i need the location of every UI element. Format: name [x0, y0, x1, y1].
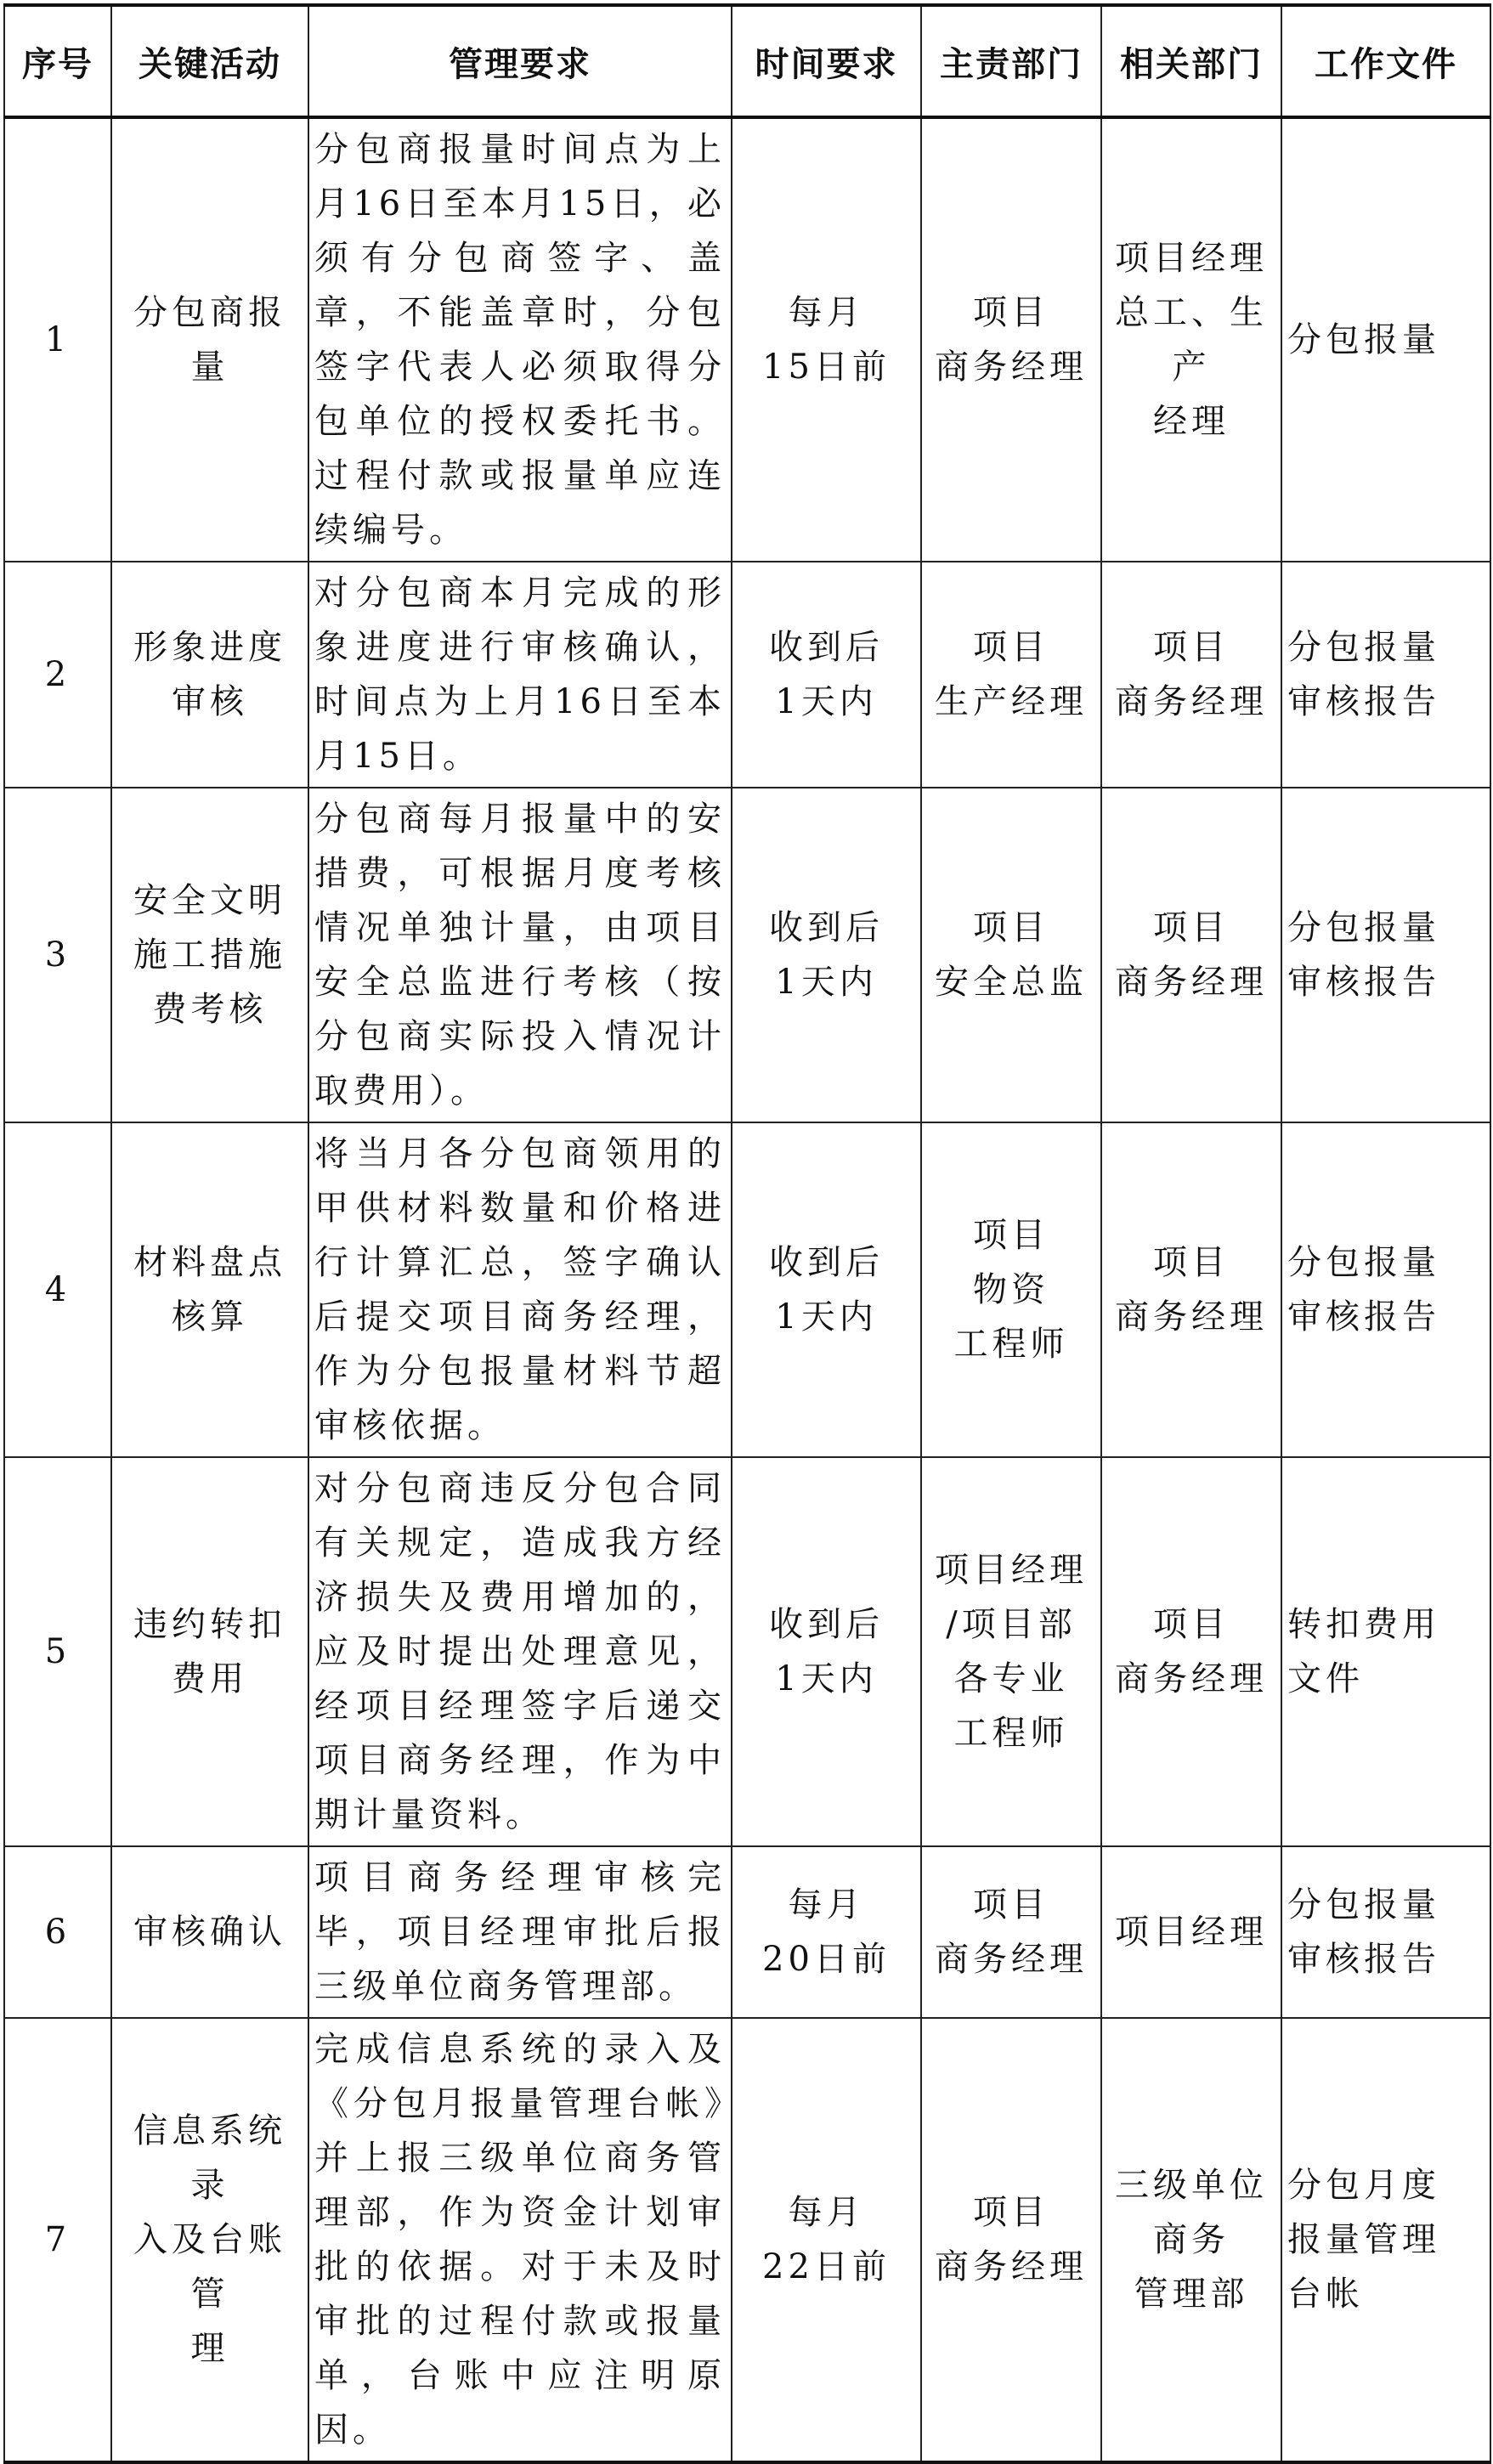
- lead-department: 项目 安全总监: [921, 788, 1101, 1122]
- related-department: 项目经理 总工、生产 经理: [1101, 117, 1281, 562]
- table-row: [4, 788, 1490, 1122]
- management-requirement: 分包商每月报量中的安措费，可根据月度考核情况单独计量，由项目安全总监进行考核（按分包商实际投入情况计取费用）。: [308, 788, 732, 1122]
- row-number: 4: [4, 1122, 111, 1457]
- table-row: [4, 117, 1490, 562]
- management-requirement: 对分包商违反分包合同有关规定，造成我方经济损失及费用增加的，应及时提出处理意见，经项目经理签字后递交项目商务经理，作为中期计量资料。: [308, 1457, 732, 1846]
- related-department: 项目经理: [1101, 1846, 1281, 2018]
- subcontract-measurement-table: [3, 3, 1491, 2464]
- row-number: 2: [4, 562, 111, 788]
- table-row: [4, 2018, 1490, 2462]
- header-cell-no: 序号: [4, 5, 111, 117]
- key-activity: 分包商报 量: [111, 117, 308, 562]
- time-requirement: 收到后 1天内: [732, 1457, 921, 1846]
- header-cell-document: 工作文件: [1281, 5, 1490, 117]
- lead-department: 项目 物资 工程师: [921, 1122, 1101, 1457]
- time-requirement: 每月 20日前: [732, 1846, 921, 2018]
- related-department: 项目 商务经理: [1101, 788, 1281, 1122]
- table-row: [4, 562, 1490, 788]
- related-department: 项目 商务经理: [1101, 1457, 1281, 1846]
- header-cell-activity: 关键活动: [111, 5, 308, 117]
- management-requirement: 完成信息系统的录入及《分包月报量管理台帐》并上报三级单位商务管理部，作为资金计划审批的依据。对于未及时审批的过程付款或报量单，台账中应注明原因。: [308, 2018, 732, 2462]
- header-row: [4, 5, 1490, 117]
- table-header: [4, 5, 1490, 117]
- key-activity: 违约转扣 费用: [111, 1457, 308, 1846]
- key-activity: 材料盘点 核算: [111, 1122, 308, 1457]
- lead-department: 项目经理 /项目部 各专业 工程师: [921, 1457, 1101, 1846]
- lead-department: 项目 商务经理: [921, 117, 1101, 562]
- work-document: 分包月度 报量管理 台帐: [1281, 2018, 1490, 2462]
- work-document: 分包报量: [1281, 117, 1490, 562]
- time-requirement: 收到后 1天内: [732, 788, 921, 1122]
- key-activity: 审核确认: [111, 1846, 308, 2018]
- lead-department: 项目 生产经理: [921, 562, 1101, 788]
- key-activity: 形象进度 审核: [111, 562, 308, 788]
- time-requirement: 收到后 1天内: [732, 1122, 921, 1457]
- work-document: 分包报量 审核报告: [1281, 788, 1490, 1122]
- work-document: 分包报量 审核报告: [1281, 562, 1490, 788]
- time-requirement: 每月 22日前: [732, 2018, 921, 2462]
- table-row: [4, 1122, 1490, 1457]
- lead-department: 项目 商务经理: [921, 2018, 1101, 2462]
- management-requirement: 分包商报量时间点为上月16日至本月15日，必须有分包商签字、盖章，不能盖章时，分包签字代表人必须取得分包单位的授权委托书。过程付款或报量单应连续编号。: [308, 117, 732, 562]
- table-row: [4, 1846, 1490, 2018]
- work-document: 分包报量 审核报告: [1281, 1846, 1490, 2018]
- header-cell-requirement: 管理要求: [308, 5, 732, 117]
- management-requirement: 项目商务经理审核完毕，项目经理审批后报三级单位商务管理部。: [308, 1846, 732, 2018]
- row-number: 3: [4, 788, 111, 1122]
- management-requirement: 对分包商本月完成的形象进度进行审核确认，时间点为上月16日至本月15日。: [308, 562, 732, 788]
- time-requirement: 收到后 1天内: [732, 562, 921, 788]
- related-department: 项目 商务经理: [1101, 562, 1281, 788]
- work-document: 转扣费用 文件: [1281, 1457, 1490, 1846]
- table-row: [4, 1457, 1490, 1846]
- row-number: 5: [4, 1457, 111, 1846]
- key-activity: 信息系统录 入及台账管 理: [111, 2018, 308, 2462]
- header-cell-lead-dept: 主责部门: [921, 5, 1101, 117]
- row-number: 6: [4, 1846, 111, 2018]
- lead-department: 项目 商务经理: [921, 1846, 1101, 2018]
- time-requirement: 每月 15日前: [732, 117, 921, 562]
- table-body: [4, 117, 1490, 2462]
- row-number: 7: [4, 2018, 111, 2462]
- management-requirement: 将当月各分包商领用的甲供材料数量和价格进行计算汇总，签字确认后提交项目商务经理，作为分包报量材料节超审核依据。: [308, 1122, 732, 1457]
- row-number: 1: [4, 117, 111, 562]
- header-cell-time: 时间要求: [732, 5, 921, 117]
- work-document: 分包报量 审核报告: [1281, 1122, 1490, 1457]
- key-activity: 安全文明 施工措施 费考核: [111, 788, 308, 1122]
- header-cell-related-dept: 相关部门: [1101, 5, 1281, 117]
- related-department: 三级单位 商务 管理部: [1101, 2018, 1281, 2462]
- related-department: 项目 商务经理: [1101, 1122, 1281, 1457]
